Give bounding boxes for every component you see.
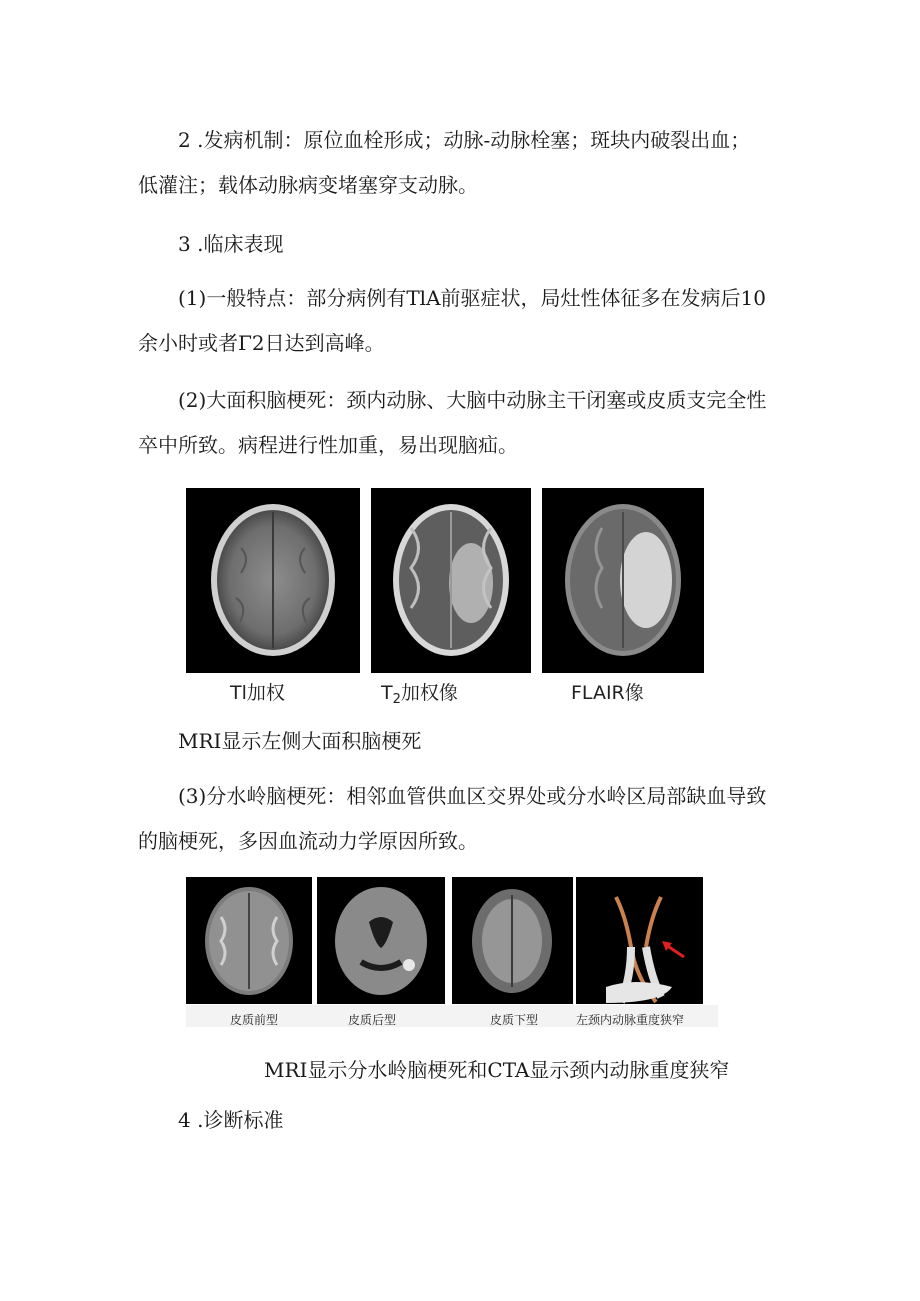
cta-carotid-image (576, 877, 703, 1004)
label-cortical-posterior: 皮质后型 (348, 1013, 397, 1027)
mri-cortical-posterior-image (317, 877, 445, 1004)
paragraph-watershed-infarction: (3)分水岭脑梗死：相邻血管供血区交界处或分水岭区局部缺血导致的脑梗死，多因血流动力学原因所致。 (138, 784, 767, 853)
mechanism-line-2: 低灌注；载体动脉病变堵塞穿支动脉。 (138, 173, 478, 197)
mri-flair-image (542, 488, 704, 673)
mri-t1-image (186, 488, 360, 673)
label-t1-weighted: Tl加权 (230, 682, 285, 704)
section-heading-clinical: 3 .临床表现 (178, 232, 284, 256)
paragraph-general-features: (1)一般特点：部分病例有TlA前驱症状，局灶性体征多在发病后10余小时或者Γ2日达到高峰。 (138, 286, 766, 355)
figure1-caption: MRI显示左侧大面积脑梗死 (178, 729, 422, 753)
mri-subcortical-image (452, 877, 573, 1004)
mri-cortical-anterior-image (186, 877, 312, 1004)
figure2-caption: MRI显示分水岭脑梗死和CTA显示颈内动脉重度狭窄 (264, 1058, 730, 1082)
mechanism-line-1: 2 .发病机制：原位血栓形成；动脉-动脉栓塞；斑块内破裂出血； (178, 128, 751, 152)
label-t2-weighted: $T_2$加权像 (381, 682, 458, 707)
label-flair: FLAIR像 (571, 682, 644, 704)
label-left-carotid-stenosis: 左颈内动脉重度狭窄 (576, 1013, 685, 1027)
mri-t2-image (371, 488, 531, 673)
section-heading-diagnosis: 4 .诊断标准 (178, 1108, 284, 1132)
paragraph-large-infarction: (2)大面积脑梗死：颈内动脉、大脑中动脉主干闭塞或皮质支完全性卒中所致。病程进行性加重，易出现脑疝。 (138, 388, 767, 457)
label-subcortical: 皮质下型 (490, 1013, 539, 1027)
label-cortical-anterior: 皮质前型 (230, 1013, 279, 1027)
